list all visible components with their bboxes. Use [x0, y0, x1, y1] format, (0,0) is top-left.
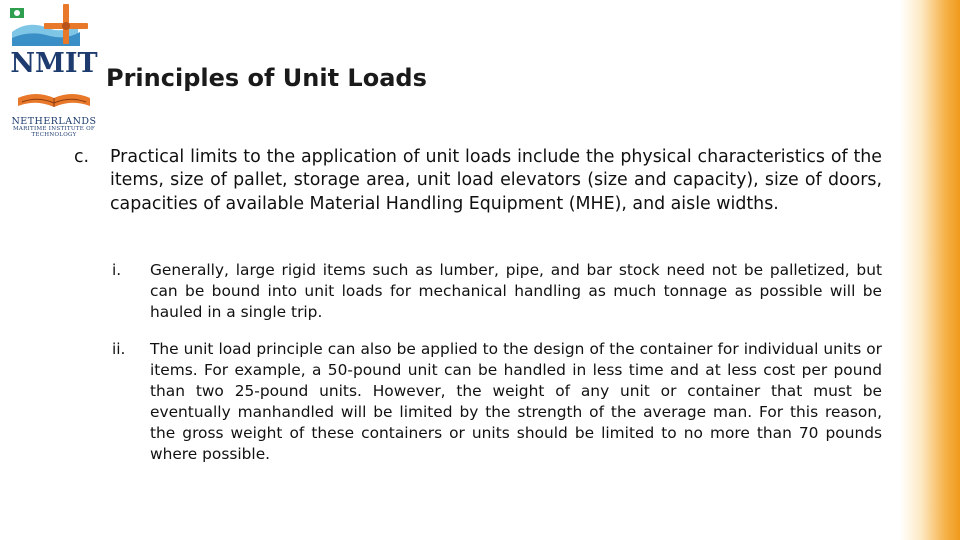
list-marker: c.: [74, 147, 90, 167]
sublist-marker: i.: [112, 261, 122, 279]
slide-title: Principles of Unit Loads: [106, 64, 427, 92]
logo-wordmark: NMIT: [10, 48, 98, 79]
list-item-c: [74, 146, 882, 216]
sublist-item-i: [112, 260, 882, 323]
decorative-right-band: [900, 0, 960, 540]
sublist-marker: ii.: [112, 340, 126, 358]
nmit-logo: [8, 2, 100, 138]
sublist-item-text: Generally, large rigid items such as lumber, pipe, and bar stock need not be palletized, but can be bound into unit loads for mechanical handling as much tonnage as possible will be hauled in a single trip.: [150, 261, 882, 321]
logo-subtitle: NETHERLANDS: [11, 116, 97, 127]
sublist-item-ii: [112, 339, 882, 465]
sublist-item-text: The unit load principle can also be applied to the design of the container for individual units or items. For example, a 50-pound unit can be handled in less time and at less cost per pound than two 25-pound units. However, the weight of any unit or container that must be eventually manhandled will be limited by the strength of the average man. For this reason, the gross weight of these containers or units should be limited to no more than 70 pounds where possible.: [150, 340, 882, 463]
logo-tagline: MARITIME INSTITUTE OF TECHNOLOGY: [12, 126, 96, 138]
list-item-text: Practical limits to the application of unit loads include the physical characteristics of the items, size of pallet, storage area, unit load elevators (size and capacity), size of doors, capacities of available Material Handling Equipment (MHE), and aisle widths.: [110, 147, 882, 214]
